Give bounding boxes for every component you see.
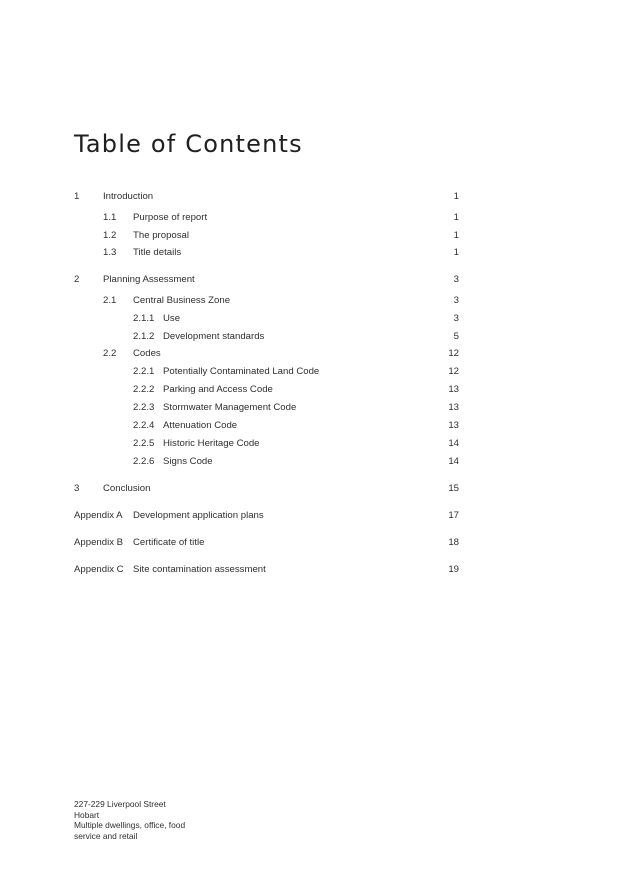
toc-entry-number: 1: [74, 191, 80, 202]
toc-entry-label[interactable]: Attenuation Code: [163, 420, 238, 431]
toc-entry[interactable]: [0, 189, 622, 205]
toc-entry[interactable]: [0, 293, 622, 309]
toc-entry[interactable]: [0, 382, 622, 398]
toc-entry-number: Appendix B: [74, 537, 124, 548]
toc-entry[interactable]: [0, 418, 622, 434]
toc-entry-page-number: 17: [448, 510, 459, 521]
toc-entry-label[interactable]: Codes: [133, 348, 161, 359]
toc-entry-page-number: 12: [448, 366, 459, 377]
toc-entry[interactable]: [0, 245, 622, 261]
toc-entry-label[interactable]: Development application plans: [133, 510, 264, 521]
toc-entry[interactable]: [0, 400, 622, 416]
toc-entry-number: 2.2: [103, 348, 117, 359]
toc-entry-label[interactable]: Planning Assessment: [103, 274, 195, 285]
toc-entry-label[interactable]: Purpose of report: [133, 212, 208, 223]
toc-entry-page-number: 13: [448, 420, 459, 431]
toc-entry-page-number: 3: [453, 313, 459, 324]
toc-entry[interactable]: [0, 481, 622, 497]
toc-entry-label[interactable]: Title details: [133, 247, 182, 258]
footer-description-line2: service and retail: [74, 830, 138, 841]
toc-entry-label[interactable]: Certificate of title: [133, 537, 205, 548]
footer-city: Hobart: [74, 809, 100, 820]
toc-entry-page-number: 12: [448, 348, 459, 359]
toc-entry-label[interactable]: Development standards: [163, 331, 265, 342]
toc-entry[interactable]: [0, 454, 622, 470]
toc-entry-page-number: 1: [453, 230, 459, 241]
toc-entry-page-number: 19: [448, 564, 459, 575]
document-footer: [74, 799, 185, 841]
toc-entry-number: 2.2.6: [133, 456, 155, 467]
toc-entry-number: Appendix A: [74, 510, 123, 521]
toc-entry[interactable]: [0, 228, 622, 244]
toc-entry-number: 3: [74, 483, 80, 494]
toc-entry[interactable]: [0, 311, 622, 327]
toc-entry[interactable]: [0, 508, 622, 524]
toc-entry-label[interactable]: Introduction: [103, 191, 154, 202]
toc-entry-label[interactable]: Potentially Contaminated Land Code: [163, 366, 320, 377]
footer-description-line1: Multiple dwellings, office, food: [74, 820, 186, 830]
toc-entry-number: 2.2.2: [133, 384, 155, 395]
toc-entry-label[interactable]: Parking and Access Code: [163, 384, 273, 395]
toc-entry-label[interactable]: Historic Heritage Code: [163, 438, 260, 449]
toc-entry-number: 2.2.4: [133, 420, 155, 431]
toc-entry[interactable]: [0, 535, 622, 551]
toc-entry-number: 1.1: [103, 212, 117, 223]
toc-entry-number: 2.2.1: [133, 366, 155, 377]
toc-entry-page-number: 13: [448, 402, 459, 413]
footer-address: 227-229 Liverpool Street: [74, 799, 166, 809]
toc-entry-label[interactable]: Central Business Zone: [133, 295, 231, 306]
toc-entry-page-number: 14: [448, 438, 459, 449]
toc-entry[interactable]: [0, 436, 622, 452]
toc-entry-number: Appendix C: [74, 564, 124, 575]
toc-entry-label[interactable]: Use: [163, 313, 181, 324]
toc-entry-number: 1.2: [103, 230, 117, 241]
toc-entry-page-number: 1: [453, 212, 459, 223]
toc-entry[interactable]: [0, 210, 622, 226]
toc-entry-page-number: 5: [453, 331, 459, 342]
toc-entry-page-number: 1: [453, 191, 459, 202]
toc-entry-label[interactable]: Conclusion: [103, 483, 151, 494]
toc-entry-number: 2.2.5: [133, 438, 155, 449]
toc-entry-label[interactable]: Signs Code: [163, 456, 213, 467]
page-title: Table of Contents: [74, 130, 303, 158]
toc-entry-number: 2.2.3: [133, 402, 155, 413]
toc-entry-number: 2.1.2: [133, 331, 155, 342]
toc-entry-page-number: 14: [448, 456, 459, 467]
toc-entry[interactable]: [0, 346, 622, 362]
toc-entry-page-number: 1: [453, 247, 459, 258]
toc-entry-label[interactable]: The proposal: [133, 230, 189, 241]
toc-entry-label[interactable]: Stormwater Management Code: [163, 402, 297, 413]
toc-entry-page-number: 15: [448, 483, 459, 494]
toc-entry[interactable]: [0, 364, 622, 380]
toc-entry-page-number: 3: [453, 295, 459, 306]
toc-entry-label[interactable]: Site contamination assessment: [133, 564, 266, 575]
toc-entry-page-number: 13: [448, 384, 459, 395]
toc-entry-number: 2.1: [103, 295, 117, 306]
toc-entry-number: 2.1.1: [133, 313, 155, 324]
toc-entry[interactable]: [0, 329, 622, 345]
toc-entry-page-number: 18: [448, 537, 459, 548]
toc-entry-page-number: 3: [453, 274, 459, 285]
toc-entry[interactable]: [0, 562, 622, 578]
toc-entry[interactable]: [0, 272, 622, 288]
toc-entry-number: 1.3: [103, 247, 117, 258]
toc-entry-number: 2: [74, 274, 80, 285]
